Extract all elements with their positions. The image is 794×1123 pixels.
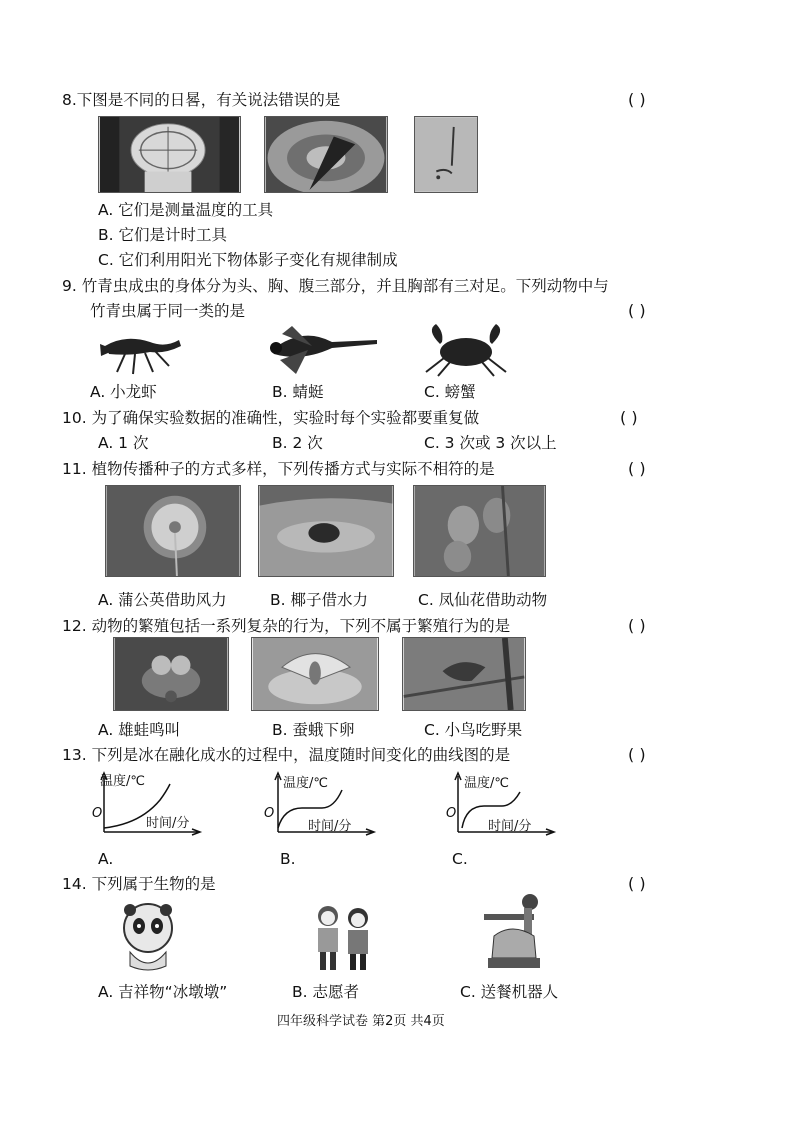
q14-option-c[interactable]: C. 送餐机器人 — [460, 983, 559, 1001]
q12-option-b[interactable]: B. 蚕蛾下卵 — [272, 721, 355, 739]
q14-option-a[interactable]: A. 吉祥物“冰墩墩” — [98, 983, 228, 1001]
q13-graph-b-ylabel: 温度/℃ — [283, 776, 328, 791]
q13-graph-c-xlabel: 时间/分 — [488, 819, 532, 834]
q8-option-c[interactable]: C. 它们利用阳光下物体影子变化有规律制成 — [98, 251, 398, 269]
q14-mascot-image — [120, 900, 176, 972]
page-footer: 四年级科学试卷 第2页 共4页 — [277, 1014, 445, 1029]
q12-silkmoth-photo — [251, 637, 379, 711]
q13-graph-b-xlabel: 时间/分 — [308, 819, 352, 834]
q8-option-a[interactable]: A. 它们是测量温度的工具 — [98, 201, 274, 219]
q10-option-b[interactable]: B. 2 次 — [272, 434, 323, 452]
q13-option-b[interactable]: B. — [280, 850, 296, 868]
q12-option-c[interactable]: C. 小鸟吃野果 — [424, 721, 523, 739]
q8-answer-paren[interactable]: ( ) — [628, 90, 646, 109]
q8-sundial-photo-a — [98, 116, 241, 193]
q10-option-a[interactable]: A. 1 次 — [98, 434, 149, 452]
q10-answer-paren[interactable]: ( ) — [620, 408, 638, 427]
q9-option-a[interactable]: A. 小龙虾 — [90, 383, 157, 401]
q11-coconut-photo — [258, 485, 394, 577]
q12-answer-paren[interactable]: ( ) — [628, 616, 646, 635]
q11-impatiens-photo — [413, 485, 546, 577]
q9-option-c[interactable]: C. 螃蟹 — [424, 383, 476, 401]
q9-crab-image — [420, 322, 512, 378]
q9-answer-paren[interactable]: ( ) — [628, 301, 646, 320]
q14-volunteers-image — [306, 902, 378, 974]
q14-option-b[interactable]: B. 志愿者 — [292, 983, 359, 1001]
q8-stem: 8.下图是不同的日晷，有关说法错误的是 — [62, 91, 341, 109]
q9-crayfish-image — [95, 326, 185, 378]
q12-bird-photo — [402, 637, 526, 711]
q14-robot-image — [478, 892, 548, 972]
q12-option-a[interactable]: A. 雄蛙鸣叫 — [98, 721, 181, 739]
q11-option-c[interactable]: C. 凤仙花借助动物 — [418, 591, 548, 609]
q9-stem-line2: 竹青虫属于同一类的是 — [90, 302, 246, 320]
q13-stem: 13. 下列是冰在融化成水的过程中，温度随时间变化的曲线图的是 — [62, 746, 511, 764]
q9-stem-line1: 9. 竹青虫成虫的身体分为头、胸、腹三部分，并且胸部有三对足。下列动物中与 — [62, 277, 609, 295]
q12-frog-photo — [113, 637, 229, 711]
q13-option-a[interactable]: A. — [98, 850, 114, 868]
q13-option-c[interactable]: C. — [452, 850, 468, 868]
q13-graph-c-ylabel: 温度/℃ — [464, 776, 509, 791]
q13-graph-a-xlabel: 时间/分 — [146, 816, 190, 831]
q8-sundial-photo-b — [264, 116, 388, 193]
q9-dragonfly-image — [262, 320, 382, 378]
q11-stem: 11. 植物传播种子的方式多样，下列传播方式与实际不相符的是 — [62, 460, 495, 478]
q13-graph-a-ylabel: 温度/℃ — [100, 774, 145, 789]
q10-option-c[interactable]: C. 3 次或 3 次以上 — [424, 434, 557, 452]
q14-answer-paren[interactable]: ( ) — [628, 874, 646, 893]
q12-stem: 12. 动物的繁殖包括一系列复杂的行为，下列不属于繁殖行为的是 — [62, 617, 511, 635]
q8-sundial-photo-c — [414, 116, 478, 193]
q11-dandelion-photo — [105, 485, 241, 577]
q11-option-a[interactable]: A. 蒲公英借助风力 — [98, 591, 227, 609]
q14-stem: 14. 下列属于生物的是 — [62, 875, 216, 893]
q8-option-b[interactable]: B. 它们是计时工具 — [98, 226, 227, 244]
q13-graph-b-origin: O — [264, 806, 275, 821]
q11-option-b[interactable]: B. 椰子借水力 — [270, 591, 368, 609]
q10-stem: 10. 为了确保实验数据的准确性，实验时每个实验都要重复做 — [62, 409, 480, 427]
q11-answer-paren[interactable]: ( ) — [628, 459, 646, 478]
q9-option-b[interactable]: B. 蜻蜓 — [272, 383, 324, 401]
q13-graph-c-origin: O — [446, 806, 457, 821]
q13-graph-a-origin: O — [92, 806, 103, 821]
q13-answer-paren[interactable]: ( ) — [628, 745, 646, 764]
